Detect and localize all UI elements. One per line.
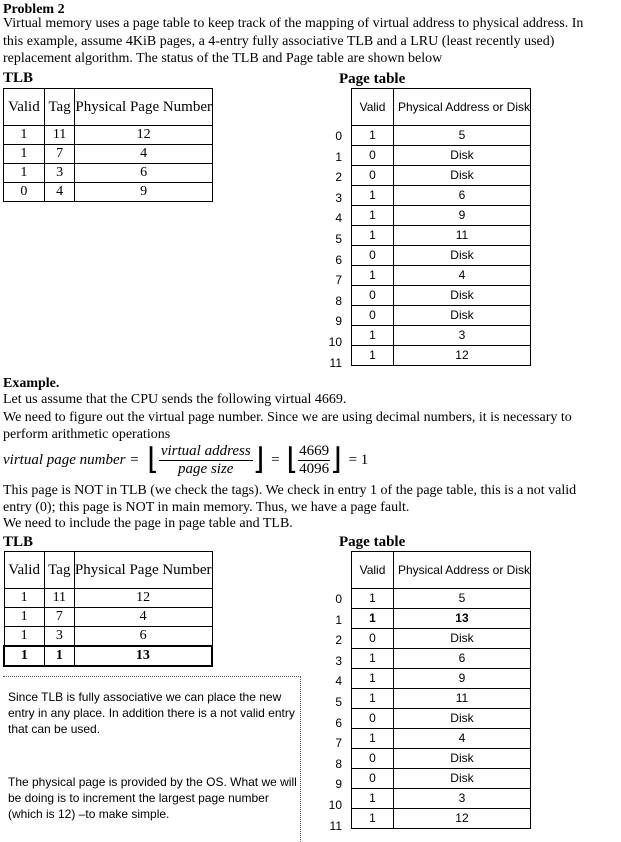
page-index: 6 (335, 715, 342, 730)
tlb-table-updated (3, 551, 213, 667)
pt-cell: 1 (352, 266, 394, 286)
formula-num-symbolic: virtual address (160, 442, 251, 459)
pt-col-address: Physical Address or Disk (393, 552, 530, 589)
pt-cell: 0 (352, 146, 394, 166)
tlb-cell: 3 (44, 164, 75, 183)
pt-cell: 1 (352, 789, 394, 809)
tlb-title-updated: TLB (3, 534, 34, 550)
table-row (352, 629, 531, 649)
page-index: 11 (329, 355, 342, 370)
tlb-cell: 6 (74, 627, 212, 647)
page-index: 2 (335, 633, 342, 648)
page-index: 0 (335, 592, 342, 606)
formula-fraction-numeric (298, 443, 330, 478)
pt-cell: 1 (352, 669, 394, 689)
pt-cell: Disk (393, 286, 530, 306)
pt-cell: Disk (393, 166, 530, 186)
pt-cell: Disk (393, 146, 530, 166)
page-table-title-updated: Page table (339, 534, 406, 550)
page-index: 1 (335, 149, 342, 164)
formula-den-symbolic: page size (178, 460, 234, 477)
pt-cell: 11 (393, 689, 530, 709)
tlb-table-initial (3, 88, 213, 202)
tlb-cell: 4 (75, 145, 213, 164)
tlb-cell: 1 (4, 646, 44, 666)
tlb-col-valid: Valid (4, 552, 44, 589)
intro-line-2: this example, assume 4KiB pages, a 4-entry fully associative TLB and a LRU (least recently used) (3, 34, 555, 49)
page-index: 3 (335, 653, 342, 668)
pt-cell: 4 (393, 266, 530, 286)
table-row (352, 769, 531, 789)
pt-cell: Disk (393, 246, 530, 266)
intro-line-3: replacement algorithm. The status of the TLB and Page table are shown below (3, 51, 443, 66)
pt-cell: 1 (352, 126, 394, 146)
tlb-col-tag: Tag (44, 89, 75, 126)
tlb-header-row (4, 89, 213, 126)
page-index: 2 (335, 170, 342, 185)
page-table-updated (351, 551, 531, 829)
table-row (352, 206, 531, 226)
tlb-cell: 6 (75, 164, 213, 183)
pt-cell: 0 (352, 769, 394, 789)
pt-cell: 0 (352, 749, 394, 769)
tlb-cell: 11 (44, 589, 74, 608)
table-row (352, 266, 531, 286)
table-row (352, 689, 531, 709)
table-row (4, 183, 213, 202)
pt-cell: 13 (393, 609, 530, 629)
pt-cell: 4 (393, 729, 530, 749)
pt-cell: 12 (393, 809, 530, 829)
pt-cell: 12 (393, 346, 530, 366)
pt-cell: 1 (352, 346, 394, 366)
table-row-new-entry (4, 646, 212, 666)
pt-cell: 0 (352, 246, 394, 266)
table-row (352, 286, 531, 306)
pt-cell: 5 (393, 589, 530, 609)
tlb-cell: 7 (44, 608, 74, 627)
page-index: 4 (335, 674, 342, 689)
tlb-cell: 1 (44, 646, 74, 666)
pt-col-valid: Valid (352, 89, 394, 126)
table-row (352, 749, 531, 769)
tlb-cell: 1 (4, 627, 44, 647)
page-index: 9 (335, 777, 342, 792)
example-line-1: Let us assume that the CPU sends the following virtual 4669. (3, 392, 347, 407)
pt-cell: Disk (393, 629, 530, 649)
table-row (4, 589, 212, 608)
example-title: Example. (3, 376, 60, 391)
table-row (352, 226, 531, 246)
pt-col-valid: Valid (352, 552, 394, 589)
tlb-cell: 1 (4, 608, 44, 627)
page-index: 0 (335, 129, 342, 143)
table-row (352, 306, 531, 326)
table-row (352, 346, 531, 366)
tlb-cell: 1 (4, 589, 44, 608)
table-row (4, 627, 212, 647)
pt-col-address: Physical Address or Disk (393, 89, 530, 126)
pt-cell: Disk (393, 709, 530, 729)
formula-den-value: 4096 (299, 460, 330, 477)
tlb-title: TLB (3, 70, 34, 86)
after-line-2: entry (0); this page is NOT in main memory. Thus, we have a page fault. (3, 500, 410, 515)
page-index: 11 (329, 818, 342, 833)
tlb-cell: 1 (4, 145, 45, 164)
pt-cell: 1 (352, 649, 394, 669)
table-row (4, 126, 213, 145)
pt-cell: 6 (393, 649, 530, 669)
pt-cell: 0 (352, 166, 394, 186)
page-index: 4 (335, 211, 342, 226)
page-index: 7 (335, 273, 342, 288)
table-row (4, 164, 213, 183)
tlb-cell: 1 (4, 126, 45, 145)
pt-cell: 1 (352, 609, 394, 629)
intro-line-1: Virtual memory uses a page table to keep track of the mapping of virtual address to physical address. In (3, 16, 584, 31)
pt-cell: 1 (352, 326, 394, 346)
page-index: 9 (335, 314, 342, 329)
tlb-header-row (4, 552, 212, 589)
table-row (352, 326, 531, 346)
pt-cell: 0 (352, 306, 394, 326)
page-table-title: Page table (339, 71, 406, 87)
note-physical-page: The physical page is provided by the OS. What we will be doing is to increment the largest page number (which is 12) –to make simple. (8, 775, 297, 821)
pt-cell: Disk (393, 769, 530, 789)
page-index: 10 (328, 798, 342, 812)
formula-num-value: 4669 (299, 442, 330, 459)
table-row (352, 166, 531, 186)
table-row (352, 649, 531, 669)
pt-cell: 1 (352, 689, 394, 709)
example-line-3: perform arithmetic operations (3, 427, 171, 442)
page-index: 6 (335, 252, 342, 267)
tlb-cell: 1 (4, 164, 45, 183)
pt-cell: 5 (393, 126, 530, 146)
pt-header-row (352, 89, 531, 126)
table-row (352, 809, 531, 829)
table-row (352, 146, 531, 166)
table-row (352, 186, 531, 206)
pt-cell: 3 (393, 789, 530, 809)
pt-cell: 0 (352, 286, 394, 306)
pt-cell: 9 (393, 669, 530, 689)
problem-title: Problem 2 (3, 2, 65, 17)
page-index: 1 (335, 612, 342, 627)
pt-cell: Disk (393, 306, 530, 326)
pt-cell: 9 (393, 206, 530, 226)
formula: virtual page number = ⌊ $\frac{\text{virtual address}}{\text{page size}}$ ⌋ = ⌊ $\frac{4669}{4096}$ ⌋ = 1 (3, 442, 369, 477)
pt-header-row (352, 552, 531, 589)
tlb-col-valid: Valid (4, 89, 45, 126)
pt-cell: 1 (352, 226, 394, 246)
page-index: 3 (335, 190, 342, 205)
table-row (352, 126, 531, 146)
page-index: 5 (335, 695, 342, 709)
pt-cell: 1 (352, 729, 394, 749)
tlb-cell: 12 (74, 589, 212, 608)
page-index: 5 (335, 232, 342, 246)
formula-lhs: virtual page number = (3, 451, 140, 468)
table-row (352, 789, 531, 809)
table-row (352, 589, 531, 609)
pt-cell: 1 (352, 206, 394, 226)
tlb-cell: 4 (44, 183, 75, 202)
tlb-cell: 4 (74, 608, 212, 627)
tlb-cell: 0 (4, 183, 45, 202)
tlb-col-ppn: Physical Page Number (75, 89, 213, 126)
table-row (352, 609, 531, 629)
table-row (352, 669, 531, 689)
pt-cell: 0 (352, 709, 394, 729)
page-index: 8 (335, 756, 342, 771)
page-table-initial (351, 88, 531, 366)
tlb-cell: 7 (44, 145, 75, 164)
pt-cell: 11 (393, 226, 530, 246)
tlb-cell: 11 (44, 126, 75, 145)
tlb-cell: 12 (75, 126, 213, 145)
tlb-cell: 9 (75, 183, 213, 202)
table-row (352, 709, 531, 729)
tlb-cell: 13 (74, 646, 212, 666)
pt-cell: Disk (393, 749, 530, 769)
note-tlb-placement: Since TLB is fully associative we can place the new entry in any place. In addition there is a not valid entry that can be used. (8, 690, 295, 736)
formula-result: = 1 (348, 451, 369, 468)
pt-cell: 1 (352, 589, 394, 609)
after-line-3: We need to include the page in page table and TLB. (3, 516, 293, 531)
page-index: 7 (335, 736, 342, 751)
formula-fraction-symbolic (159, 443, 253, 478)
tlb-col-ppn: Physical Page Number (74, 552, 212, 589)
tlb-col-tag: Tag (44, 552, 74, 589)
page-index: 10 (328, 335, 342, 349)
tlb-cell: 3 (44, 627, 74, 647)
page-index: 8 (335, 293, 342, 308)
example-line-2: We need to figure out the virtual page number. Since we are using decimal numbers, it is necessary to (3, 410, 572, 425)
pt-cell: 6 (393, 186, 530, 206)
pt-cell: 0 (352, 629, 394, 649)
table-row (352, 246, 531, 266)
table-row (4, 608, 212, 627)
pt-cell: 1 (352, 809, 394, 829)
table-row (352, 729, 531, 749)
pt-cell: 1 (352, 186, 394, 206)
pt-cell: 3 (393, 326, 530, 346)
table-row (4, 145, 213, 164)
after-line-1: This page is NOT in TLB (we check the tags). We check in entry 1 of the page table, this is a not valid (3, 483, 577, 498)
